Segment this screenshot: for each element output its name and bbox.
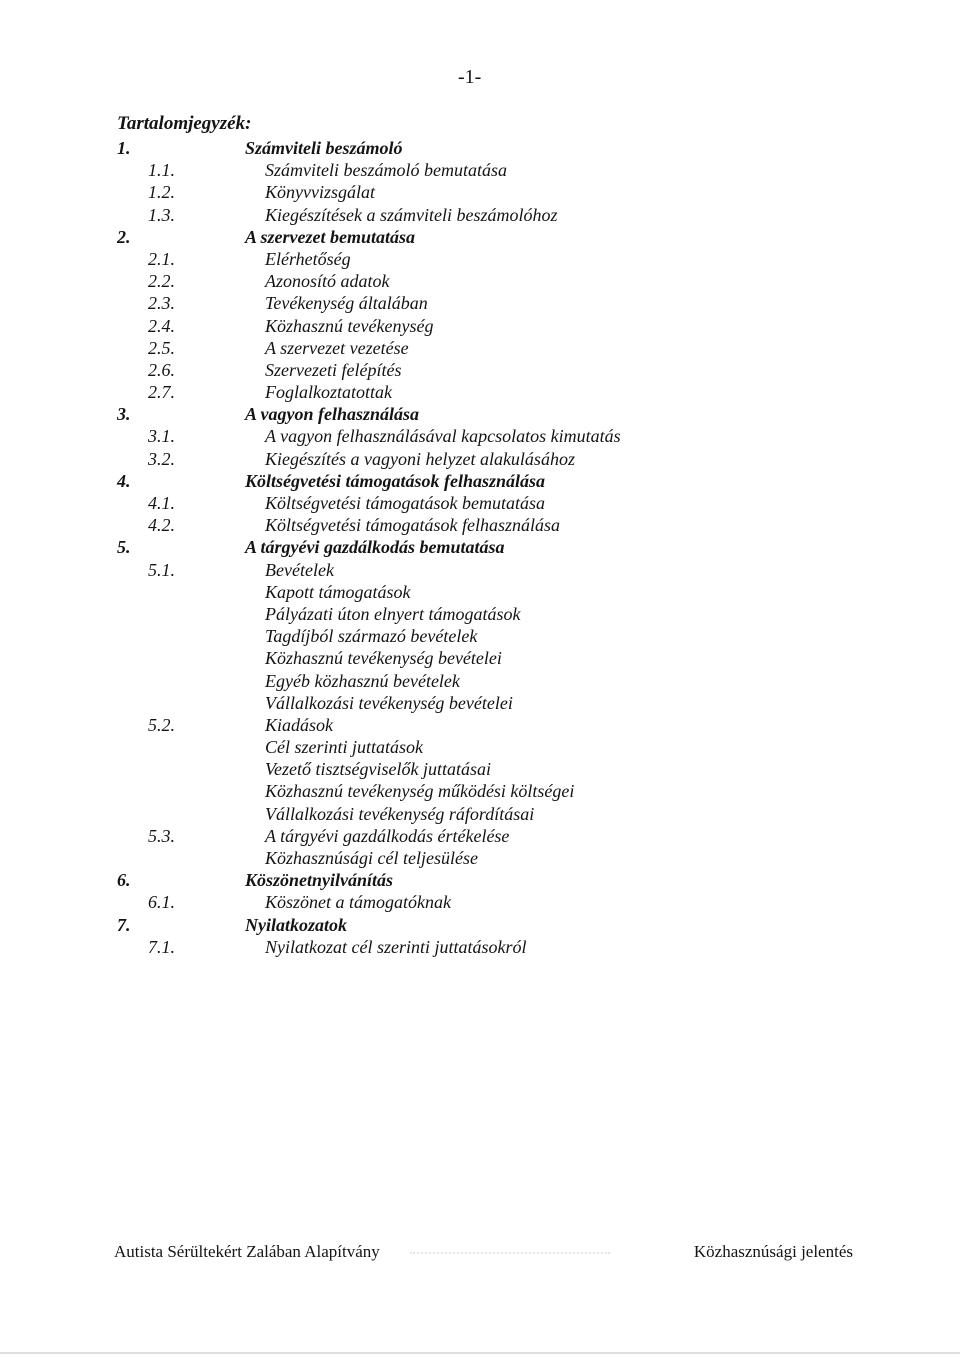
toc-entry (117, 470, 857, 492)
toc-entry-number: 3. (117, 404, 131, 425)
toc-entry-number: 7. (117, 914, 131, 935)
toc-entry (117, 891, 857, 913)
toc-entry-text: Egyéb közhasznú bevételek (265, 670, 460, 691)
toc-entry-text: Vállalkozási tevékenység ráfordításai (265, 803, 535, 824)
toc-entry-text: Költségvetési támogatások felhasználása (245, 470, 546, 491)
toc-entry (117, 292, 857, 314)
toc-entry-text: A szervezet vezetése (265, 337, 409, 358)
toc-entry (117, 270, 857, 292)
toc-entry (117, 536, 857, 558)
toc-entry (117, 914, 857, 936)
page-bottom-edge (0, 1352, 960, 1354)
toc-entry (117, 337, 857, 359)
toc-entry (117, 315, 857, 337)
toc-entry (117, 736, 857, 758)
footer-report-type: Közhasznúsági jelentés (693, 1242, 853, 1261)
toc-entry-text: A szervezet bemutatása (245, 226, 415, 247)
toc-entry-number: 2.6. (148, 359, 175, 380)
page-number: -1- (458, 66, 482, 88)
toc-entry-text: A tárgyévi gazdálkodás értékelése (265, 825, 510, 846)
toc-entry-number: 4. (117, 470, 131, 491)
toc-entry-number: 2.1. (148, 248, 175, 269)
toc-entry-number: 3.1. (148, 426, 175, 447)
toc-entry-text: Nyilatkozat cél szerinti juttatásokról (265, 936, 527, 957)
toc-entry-number: 5.3. (148, 825, 175, 846)
toc-entry-text: A vagyon felhasználása (245, 404, 420, 425)
toc-entry (117, 803, 857, 825)
toc-entry (117, 137, 857, 159)
table-of-contents (117, 137, 857, 958)
toc-entry-text: Tevékenység általában (265, 293, 428, 314)
toc-entry-text: Köszönetnyilvánítás (245, 870, 394, 891)
toc-entry-number: 2.5. (148, 337, 175, 358)
toc-entry-text: Kapott támogatások (265, 581, 411, 602)
toc-entry (117, 204, 857, 226)
footer-organization: Autista Sérültekért Zalában Alapítvány (114, 1242, 380, 1261)
toc-entry (117, 869, 857, 891)
toc-entry (117, 847, 857, 869)
toc-entry-text: Könyvvizsgálat (265, 182, 375, 203)
toc-entry-text: Köszönet a támogatóknak (265, 892, 451, 913)
toc-entry-number: 7.1. (148, 936, 175, 957)
toc-entry-number: 6. (117, 870, 131, 891)
toc-entry-number: 6.1. (148, 892, 175, 913)
toc-entry-number: 1.2. (148, 182, 175, 203)
toc-entry (117, 936, 857, 958)
toc-entry-number: 3.2. (148, 448, 175, 469)
toc-entry-text: Költségvetési támogatások felhasználása (265, 515, 560, 536)
toc-entry-text: Vezető tisztségviselők juttatásai (265, 759, 491, 780)
toc-entry-text: Közhasznú tevékenység (265, 315, 434, 336)
toc-entry-number: 5.1. (148, 559, 175, 580)
toc-entry-text: Kiegészítés a vagyoni helyzet alakulásához (265, 448, 575, 469)
toc-entry-text: Szervezeti felépítés (265, 359, 402, 380)
toc-entry (117, 159, 857, 181)
toc-entry-text: Számviteli beszámoló bemutatása (265, 160, 507, 181)
toc-entry-text: Közhasznú tevékenység működési költségei (265, 781, 575, 802)
toc-entry (117, 359, 857, 381)
toc-entry-number: 1. (117, 138, 131, 158)
toc-entry (117, 603, 857, 625)
toc-entry (117, 692, 857, 714)
toc-entry (117, 425, 857, 447)
toc-entry-number: 5.2. (148, 714, 175, 735)
toc-entry-text: Foglalkoztatottak (265, 382, 392, 403)
toc-entry (117, 780, 857, 802)
toc-entry-text: Cél szerinti juttatások (265, 737, 424, 758)
toc-entry (117, 581, 857, 603)
toc-entry-number: 4.2. (148, 515, 175, 536)
toc-entry-text: Tagdíjból származó bevételek (265, 626, 478, 647)
toc-entry-text: Vállalkozási tevékenység bevételei (265, 692, 513, 713)
toc-entry-text: Kiadások (265, 714, 334, 735)
toc-entry-number: 4.1. (148, 493, 175, 513)
toc-entry (117, 758, 857, 780)
toc-entry (117, 714, 857, 736)
toc-entry (117, 559, 857, 581)
toc-entry (117, 670, 857, 692)
toc-entry-text: Nyilatkozatok (245, 914, 347, 935)
toc-entry-number: 2.7. (148, 382, 175, 403)
toc-entry-number: 5. (117, 537, 131, 558)
toc-entry-text: Közhasznú tevékenység bevételei (265, 648, 502, 669)
toc-entry (117, 248, 857, 270)
toc-entry (117, 647, 857, 669)
toc-entry (117, 226, 857, 248)
toc-entry (117, 825, 857, 847)
toc-entry-text: Bevételek (265, 559, 334, 580)
toc-entry (117, 514, 857, 536)
toc-entry (117, 492, 857, 514)
toc-entry (117, 403, 857, 425)
toc-entry (117, 381, 857, 403)
toc-entry-number: 2.2. (148, 271, 175, 292)
toc-entry-text: Közhasznúsági cél teljesülése (265, 848, 478, 868)
toc-entry-number: 1.1. (148, 160, 175, 181)
toc-entry-number: 2. (117, 226, 131, 247)
toc-entry (117, 625, 857, 647)
toc-entry-text: Költségvetési támogatások bemutatása (265, 493, 545, 513)
toc-entry-text: Pályázati úton elnyert támogatások (265, 603, 521, 624)
toc-entry-number: 2.4. (148, 315, 175, 336)
toc-entry-text: Számviteli beszámoló (245, 138, 403, 158)
toc-entry (117, 448, 857, 470)
toc-entry-text: A vagyon felhasználásával kapcsolatos kimutatás (265, 426, 621, 447)
toc-entry-number: 2.3. (148, 293, 175, 314)
toc-entry-number: 1.3. (148, 204, 175, 225)
toc-entry-text: A tárgyévi gazdálkodás bemutatása (245, 537, 505, 558)
toc-title: Tartalomjegyzék: (117, 113, 252, 134)
footer-divider (410, 1252, 610, 1255)
toc-entry-text: Elérhetőség (265, 248, 351, 269)
toc-entry (117, 181, 857, 203)
toc-entry-text: Azonosító adatok (265, 271, 390, 292)
toc-entry-text: Kiegészítések a számviteli beszámolóhoz (265, 204, 558, 225)
